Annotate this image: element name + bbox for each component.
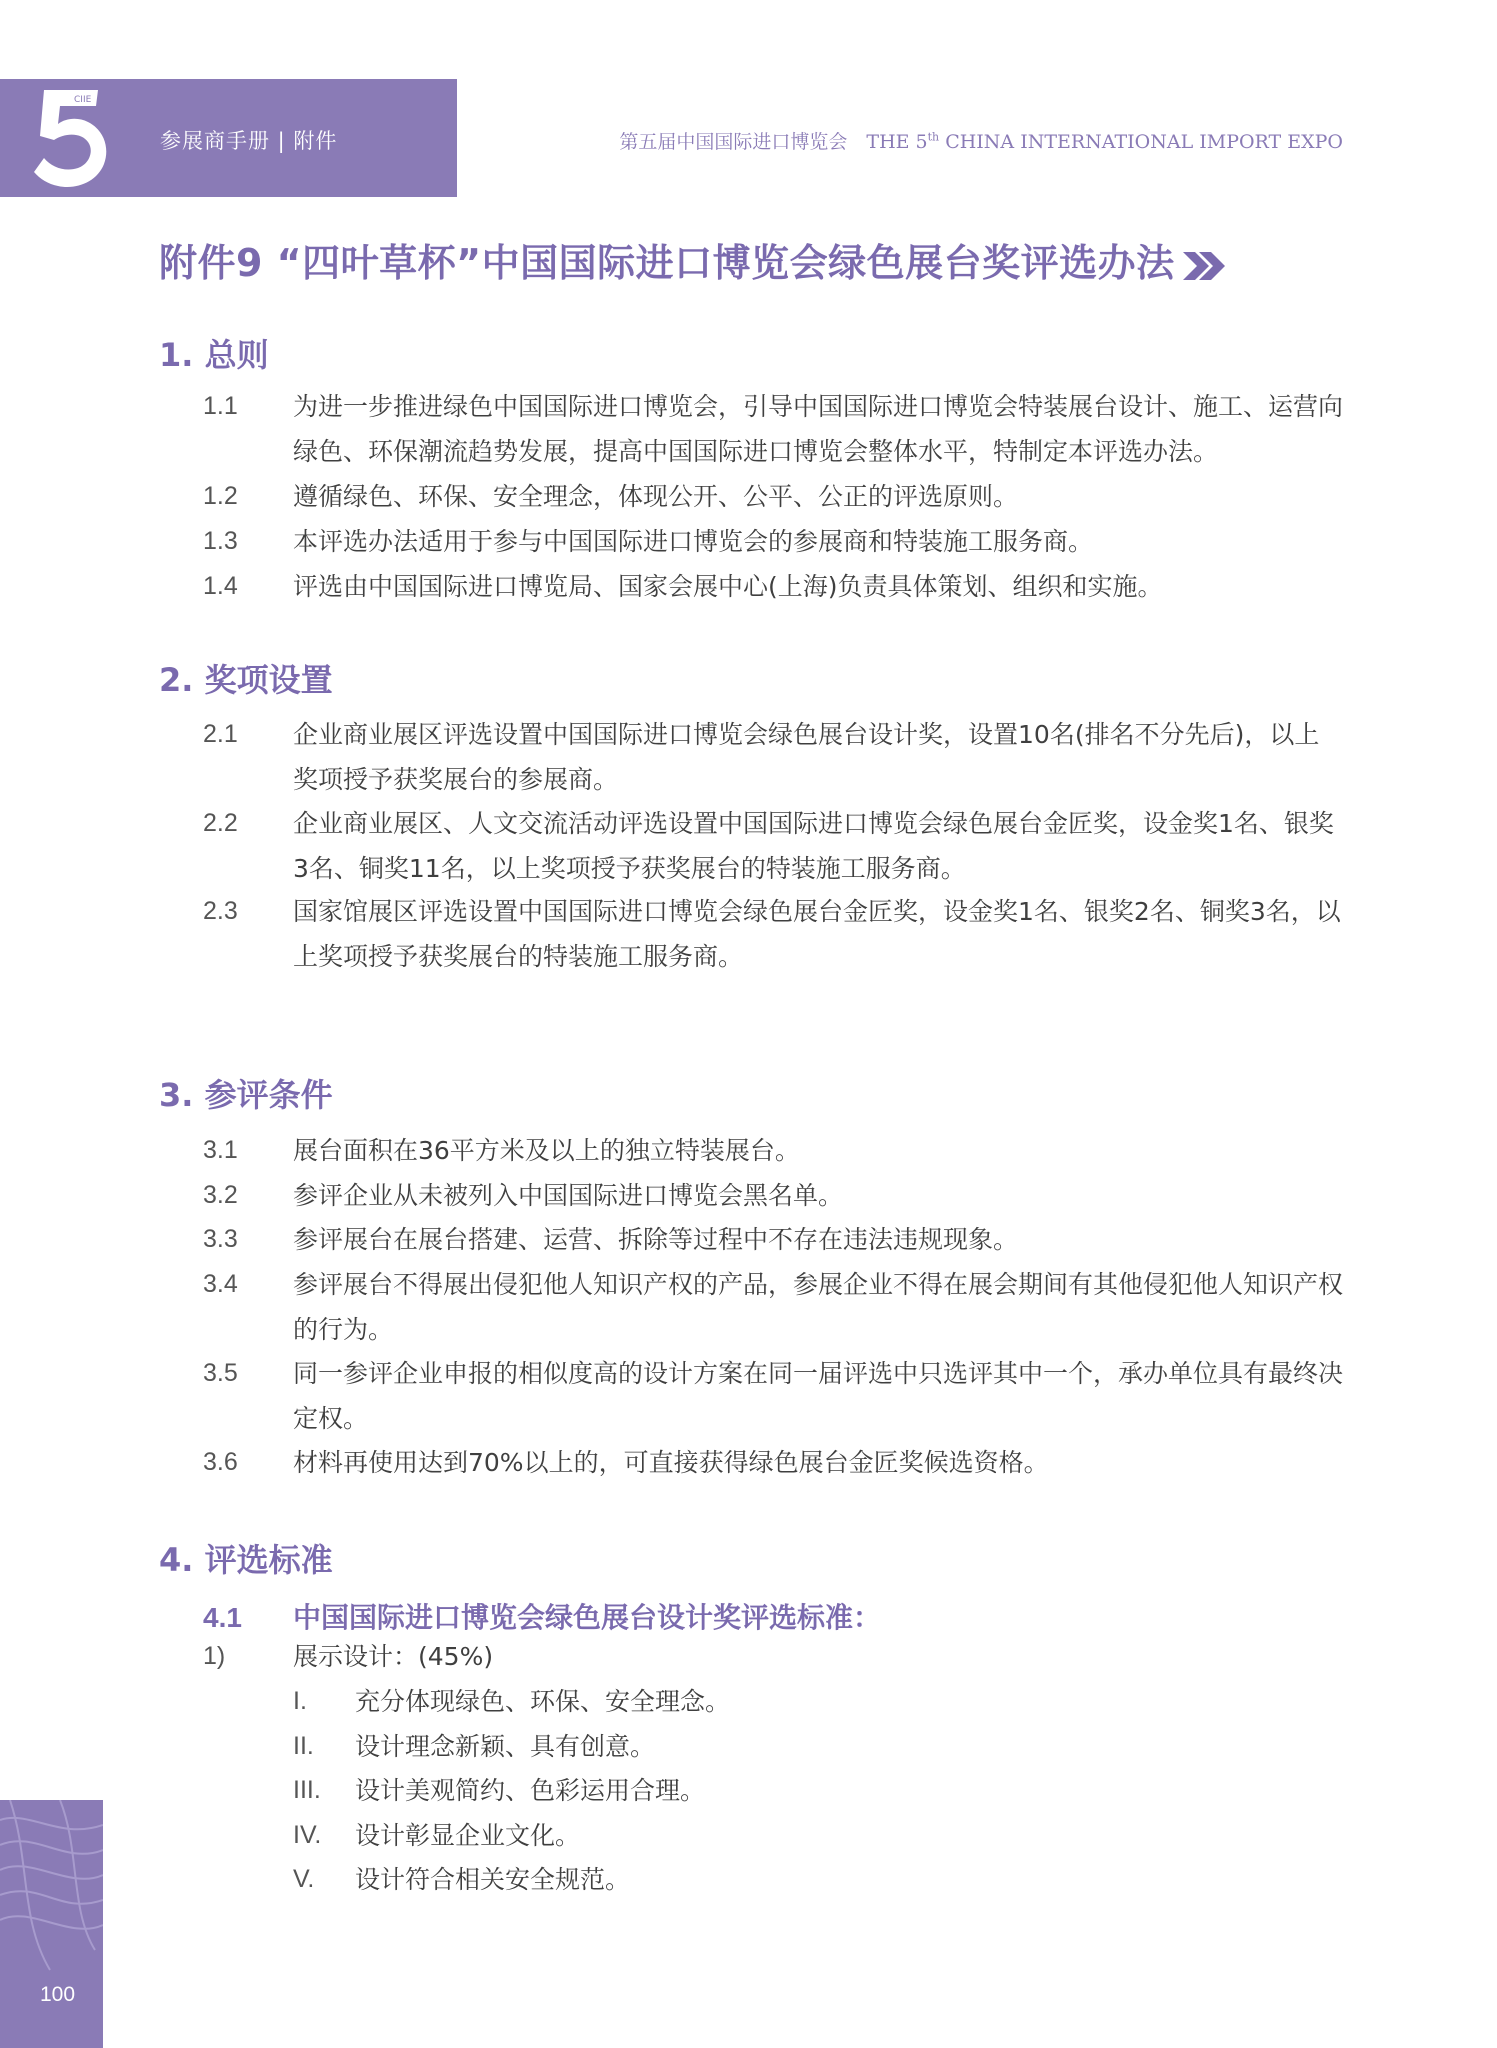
roman-list-item	[293, 1857, 1293, 1902]
decorative-pattern-icon	[0, 1800, 103, 2048]
ciie-logo-icon	[26, 84, 116, 192]
item-number: 3.5	[203, 1359, 238, 1387]
item-number: 2.2	[203, 809, 238, 837]
item-text: 评选由中国国际进口博览局、国家会展中心(上海)负责具体策划、组织和实施。	[293, 572, 1163, 601]
list-item	[203, 384, 1343, 474]
item-text: 企业商业展区评选设置中国国际进口博览会绿色展台设计奖，设置10名(排名不分先后)，以上奖项授予获奖展台的参展商。	[293, 720, 1320, 794]
subsection-title: 中国国际进口博览会绿色展台设计奖评选标准：	[293, 1601, 882, 1634]
expo-title-prefix: 第五届中国国际进口博览会 THE 5	[619, 131, 928, 153]
list-item	[203, 519, 1343, 564]
item-text: 展台面积在36平方米及以上的独立特装展台。	[293, 1136, 800, 1165]
header-section-label: 参展商手册 | 附件	[160, 129, 338, 153]
roman-text: 充分体现绿色、环保、安全理念。	[355, 1687, 731, 1716]
roman-text: 设计美观简约、色彩运用合理。	[355, 1776, 706, 1805]
item-text: 企业商业展区、人文交流活动评选设置中国国际进口博览会绿色展台金匠奖，设金奖1名、银奖3名、铜奖11名，以上奖项授予获奖展台的特装施工服务商。	[293, 809, 1334, 883]
list-item	[203, 1351, 1343, 1441]
list-item	[203, 1173, 1343, 1218]
list-item	[203, 1262, 1343, 1352]
item-text: 展示设计：(45%)	[293, 1642, 494, 1671]
roman-text: 设计符合相关安全规范。	[355, 1865, 631, 1894]
page-number: 100	[40, 1983, 76, 2006]
list-item	[203, 1440, 1343, 1485]
roman-list-item	[293, 1679, 1293, 1724]
footer-band	[0, 1800, 103, 2048]
item-text: 参评展台在展台搭建、运营、拆除等过程中不存在违法违规现象。	[293, 1225, 1019, 1254]
roman-number: V.	[293, 1865, 315, 1893]
list-item	[203, 474, 1343, 519]
list-item	[203, 712, 1343, 802]
double-chevron-right-icon	[1181, 248, 1227, 284]
logo-text: CIIE	[74, 95, 92, 105]
item-number: 1.4	[203, 572, 238, 600]
item-number: 2.3	[203, 897, 238, 925]
subsection-heading	[203, 1596, 881, 1636]
item-text: 同一参评企业申报的相似度高的设计方案在同一届评选中只选评其中一个，承办单位具有最终决定权。	[293, 1359, 1344, 1433]
section-heading-general: 1. 总则	[159, 336, 269, 374]
item-number: 3.2	[203, 1181, 238, 1209]
item-text: 为进一步推进绿色中国国际进口博览会，引导中国国际进口博览会特装展台设计、施工、运营向绿色、环保潮流趋势发展，提高中国国际进口博览会整体水平，特制定本评选办法。	[293, 392, 1344, 466]
item-text: 遵循绿色、环保、安全理念，体现公开、公平、公正的评选原则。	[293, 482, 1019, 511]
header-expo-title	[619, 127, 1343, 154]
roman-text: 设计彰显企业文化。	[355, 1821, 581, 1850]
subsection-number: 4.1	[203, 1602, 242, 1633]
item-text: 参评企业从未被列入中国国际进口博览会黑名单。	[293, 1181, 844, 1210]
item-text: 本评选办法适用于参与中国国际进口博览会的参展商和特装施工服务商。	[293, 527, 1094, 556]
list-item	[203, 889, 1343, 979]
section-heading-criteria: 4. 评选标准	[159, 1541, 333, 1579]
item-text: 参评展台不得展出侵犯他人知识产权的产品，参展企业不得在展会期间有其他侵犯他人知识产权的行为。	[293, 1270, 1344, 1344]
roman-number: I.	[293, 1687, 307, 1715]
item-number: 3.1	[203, 1136, 238, 1164]
list-item	[203, 801, 1343, 891]
item-number: 1.1	[203, 392, 238, 420]
roman-list-item	[293, 1813, 1293, 1858]
item-number: 3.6	[203, 1448, 238, 1476]
expo-title-sup: th	[927, 130, 940, 144]
item-number: 1.2	[203, 482, 238, 510]
roman-list-item	[293, 1768, 1293, 1813]
section-heading-awards: 2. 奖项设置	[159, 661, 333, 699]
item-number: 1.3	[203, 527, 238, 555]
page-title	[159, 232, 1227, 287]
list-item	[203, 1634, 1343, 1679]
list-item	[203, 564, 1343, 609]
expo-title-suffix: CHINA INTERNATIONAL IMPORT EXPO	[939, 131, 1343, 153]
item-number: 1)	[203, 1642, 226, 1670]
item-text: 材料再使用达到70%以上的，可直接获得绿色展台金匠奖候选资格。	[293, 1448, 1049, 1477]
roman-number: II.	[293, 1732, 314, 1760]
page-title-text: 附件9 “四叶草杯”中国国际进口博览会绿色展台奖评选办法	[159, 241, 1175, 285]
item-number: 3.3	[203, 1225, 238, 1253]
item-text: 国家馆展区评选设置中国国际进口博览会绿色展台金匠奖，设金奖1名、银奖2名、铜奖3名，以上奖项授予获奖展台的特装施工服务商。	[293, 897, 1341, 971]
list-item	[203, 1128, 1343, 1173]
item-number: 3.4	[203, 1270, 238, 1298]
roman-list-item	[293, 1724, 1293, 1769]
section-heading-eligibility: 3. 参评条件	[159, 1076, 333, 1114]
roman-number: IV.	[293, 1821, 322, 1849]
roman-number: III.	[293, 1776, 321, 1804]
roman-text: 设计理念新颖、具有创意。	[355, 1732, 656, 1761]
item-number: 2.1	[203, 720, 238, 748]
list-item	[203, 1217, 1343, 1262]
